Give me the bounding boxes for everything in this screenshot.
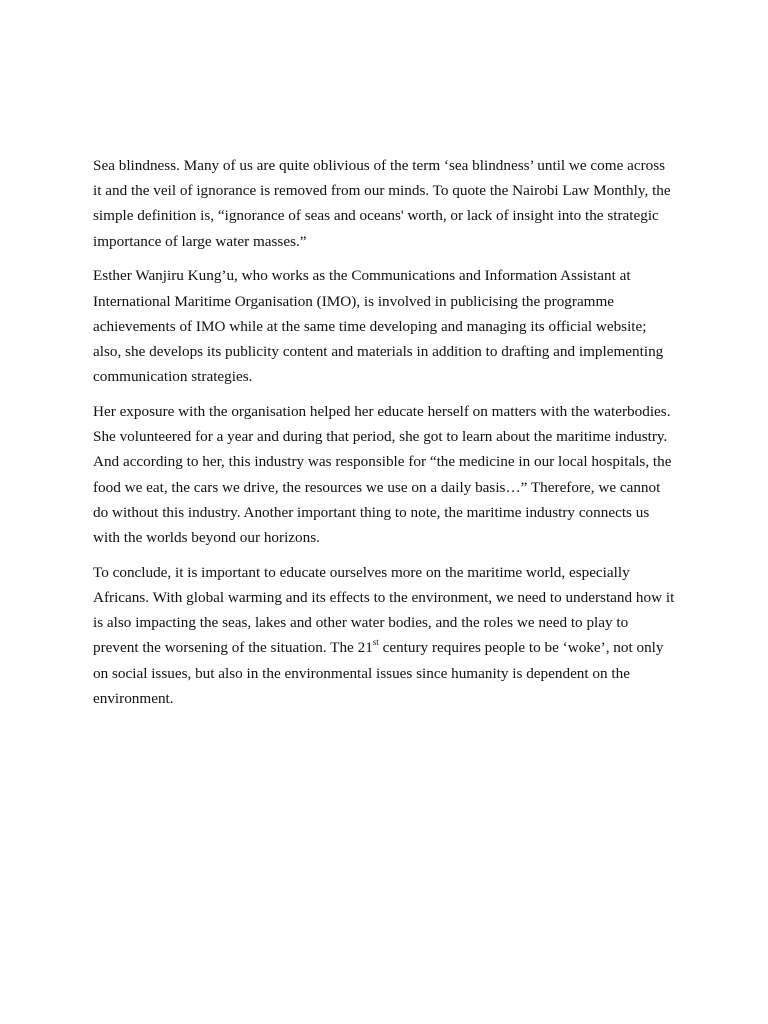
document-body bbox=[93, 153, 677, 711]
paragraph-esther-kungu: Esther Wanjiru Kung’u, who works as the Communications and Information Assistant at International Maritime Organisation (IMO), is involved in publicising the programme achievements of IMO while at the same time developing and managing its official website; also, she develops its publicity content and materials in addition to drafting and implementing communication strategies. bbox=[93, 267, 664, 386]
paragraph-sea-blindness: Sea blindness. Many of us are quite oblivious of the term ‘sea blindness’ until we come across it and the veil of ignorance is removed from our minds. To quote the Nairobi Law Monthly, the simple definition is, “ignorance of seas and oceans' worth, or lack of insight into the strategic importance of large water masses.” bbox=[93, 157, 671, 250]
conclusion-text-end: century requires people to be ‘woke’, not only on social issues, but also in the environmental issues since humanity is dependent on the environment. bbox=[93, 639, 664, 707]
conclusion-text-start: To conclude, it is important to educate ourselves more on the maritime world, especially Africans. With global warming and its effects to the environment, we need to understand how it is also impacting the seas, lakes and other water bodies, and the roles we need to play to prevent the worsening of the situation. The 21 bbox=[93, 563, 675, 657]
ordinal-superscript: st bbox=[372, 637, 379, 648]
paragraph-exposure: Her exposure with the organisation helped her educate herself on matters with the waterbodies. She volunteered for a year and during that period, she got to learn about the maritime industry. And according to her, this industry was responsible for “the medicine in our local hospitals, the food we eat, the cars we drive, the resources we use on a daily basis…” Therefore, we cannot do without this industry. Another important thing to note, the maritime industry connects us with the worlds beyond our horizons. bbox=[93, 403, 672, 547]
paragraph-conclusion bbox=[93, 560, 677, 711]
